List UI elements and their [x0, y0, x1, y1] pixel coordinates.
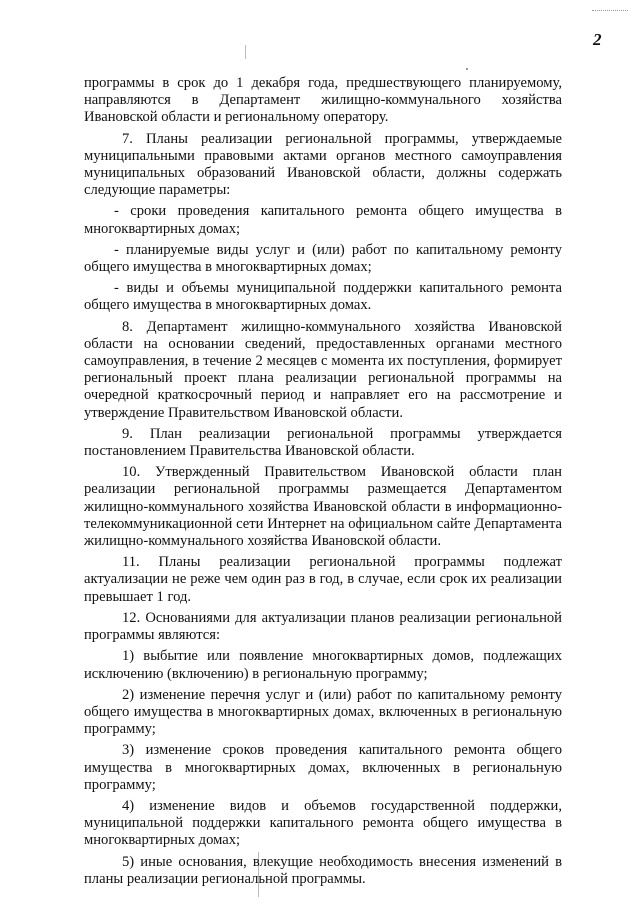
paragraph-8: 8. Департамент жилищно-коммунального хозяйства Ивановской области на основании сведений, предоставленных органами местного самоуправления, в течение 2 месяцев с момента их поступления, формирует региональный проект плана реализации региональной программы на очередной краткосрочный период и направляет его на рассмотрение и утверждение Правительством Ивановской области.	[84, 318, 562, 421]
list-item-numbered: 5) иные основания, влекущие необходимость внесения изменений в планы реализации региональной программы.	[84, 853, 562, 887]
scan-corner-mark	[592, 10, 628, 11]
paragraph-9: 9. План реализации региональной программы утверждается постановлением Правительства Ивановской области.	[84, 425, 562, 460]
document-body	[84, 75, 562, 892]
scan-artifact-top	[245, 45, 246, 59]
paragraph-12: 12. Основаниями для актуализации планов реализации региональной программы являются:	[84, 609, 562, 644]
list-item-numbered: 1) выбытие или появление многоквартирных домов, подлежащих исключению (включению) в региональную программу;	[84, 648, 562, 682]
paragraph-11: 11. Планы реализации региональной программы подлежат актуализации не реже чем один раз в год, в случае, если срок их реализации превышает 1 год.	[84, 554, 562, 605]
paragraph-7: 7. Планы реализации региональной программы, утверждаемые муниципальными правовыми актами органов местного самоуправления муниципальных образований Ивановской области, должны содержать следующие параметры:	[84, 130, 562, 199]
list-item-numbered: 4) изменение видов и объемов государственной поддержки, муниципальной поддержки капитального ремонта общего имущества в многоквартирных домах;	[84, 797, 562, 849]
paragraph-10: 10. Утвержденный Правительством Ивановской области план реализации региональной программы размещается Департаментом жилищно-коммунального хозяйства Ивановской области в информационно-телекоммуникационной сети Интернет на официальном сайте Департамента жилищно-коммунального хозяйства Ивановской области.	[84, 464, 562, 550]
list-item-dash: - планируемые виды услуг и (или) работ по капитальному ремонту общего имущества в многоквартирных домах;	[84, 241, 562, 276]
list-item-dash: - виды и объемы муниципальной поддержки капитального ремонта общего имущества в многоквартирных домах.	[84, 280, 562, 314]
list-item-numbered: 3) изменение сроков проведения капитального ремонта общего имущества в многоквартирных домах, включенных в региональную программу;	[84, 742, 562, 793]
paragraph-continuation: программы в срок до 1 декабря года, предшествующего планируемому, направляются в Департамент жилищно-коммунального хозяйства Ивановской области и региональному оператору.	[84, 75, 562, 126]
page-number: 2	[593, 30, 602, 49]
list-item-dash: - сроки проведения капитального ремонта общего имущества в многоквартирных домах;	[84, 203, 562, 237]
scan-speck	[466, 68, 468, 70]
list-item-numbered: 2) изменение перечня услуг и (или) работ по капитальному ремонту общего имущества в многоквартирных домах, включенных в региональную программу;	[84, 686, 562, 738]
